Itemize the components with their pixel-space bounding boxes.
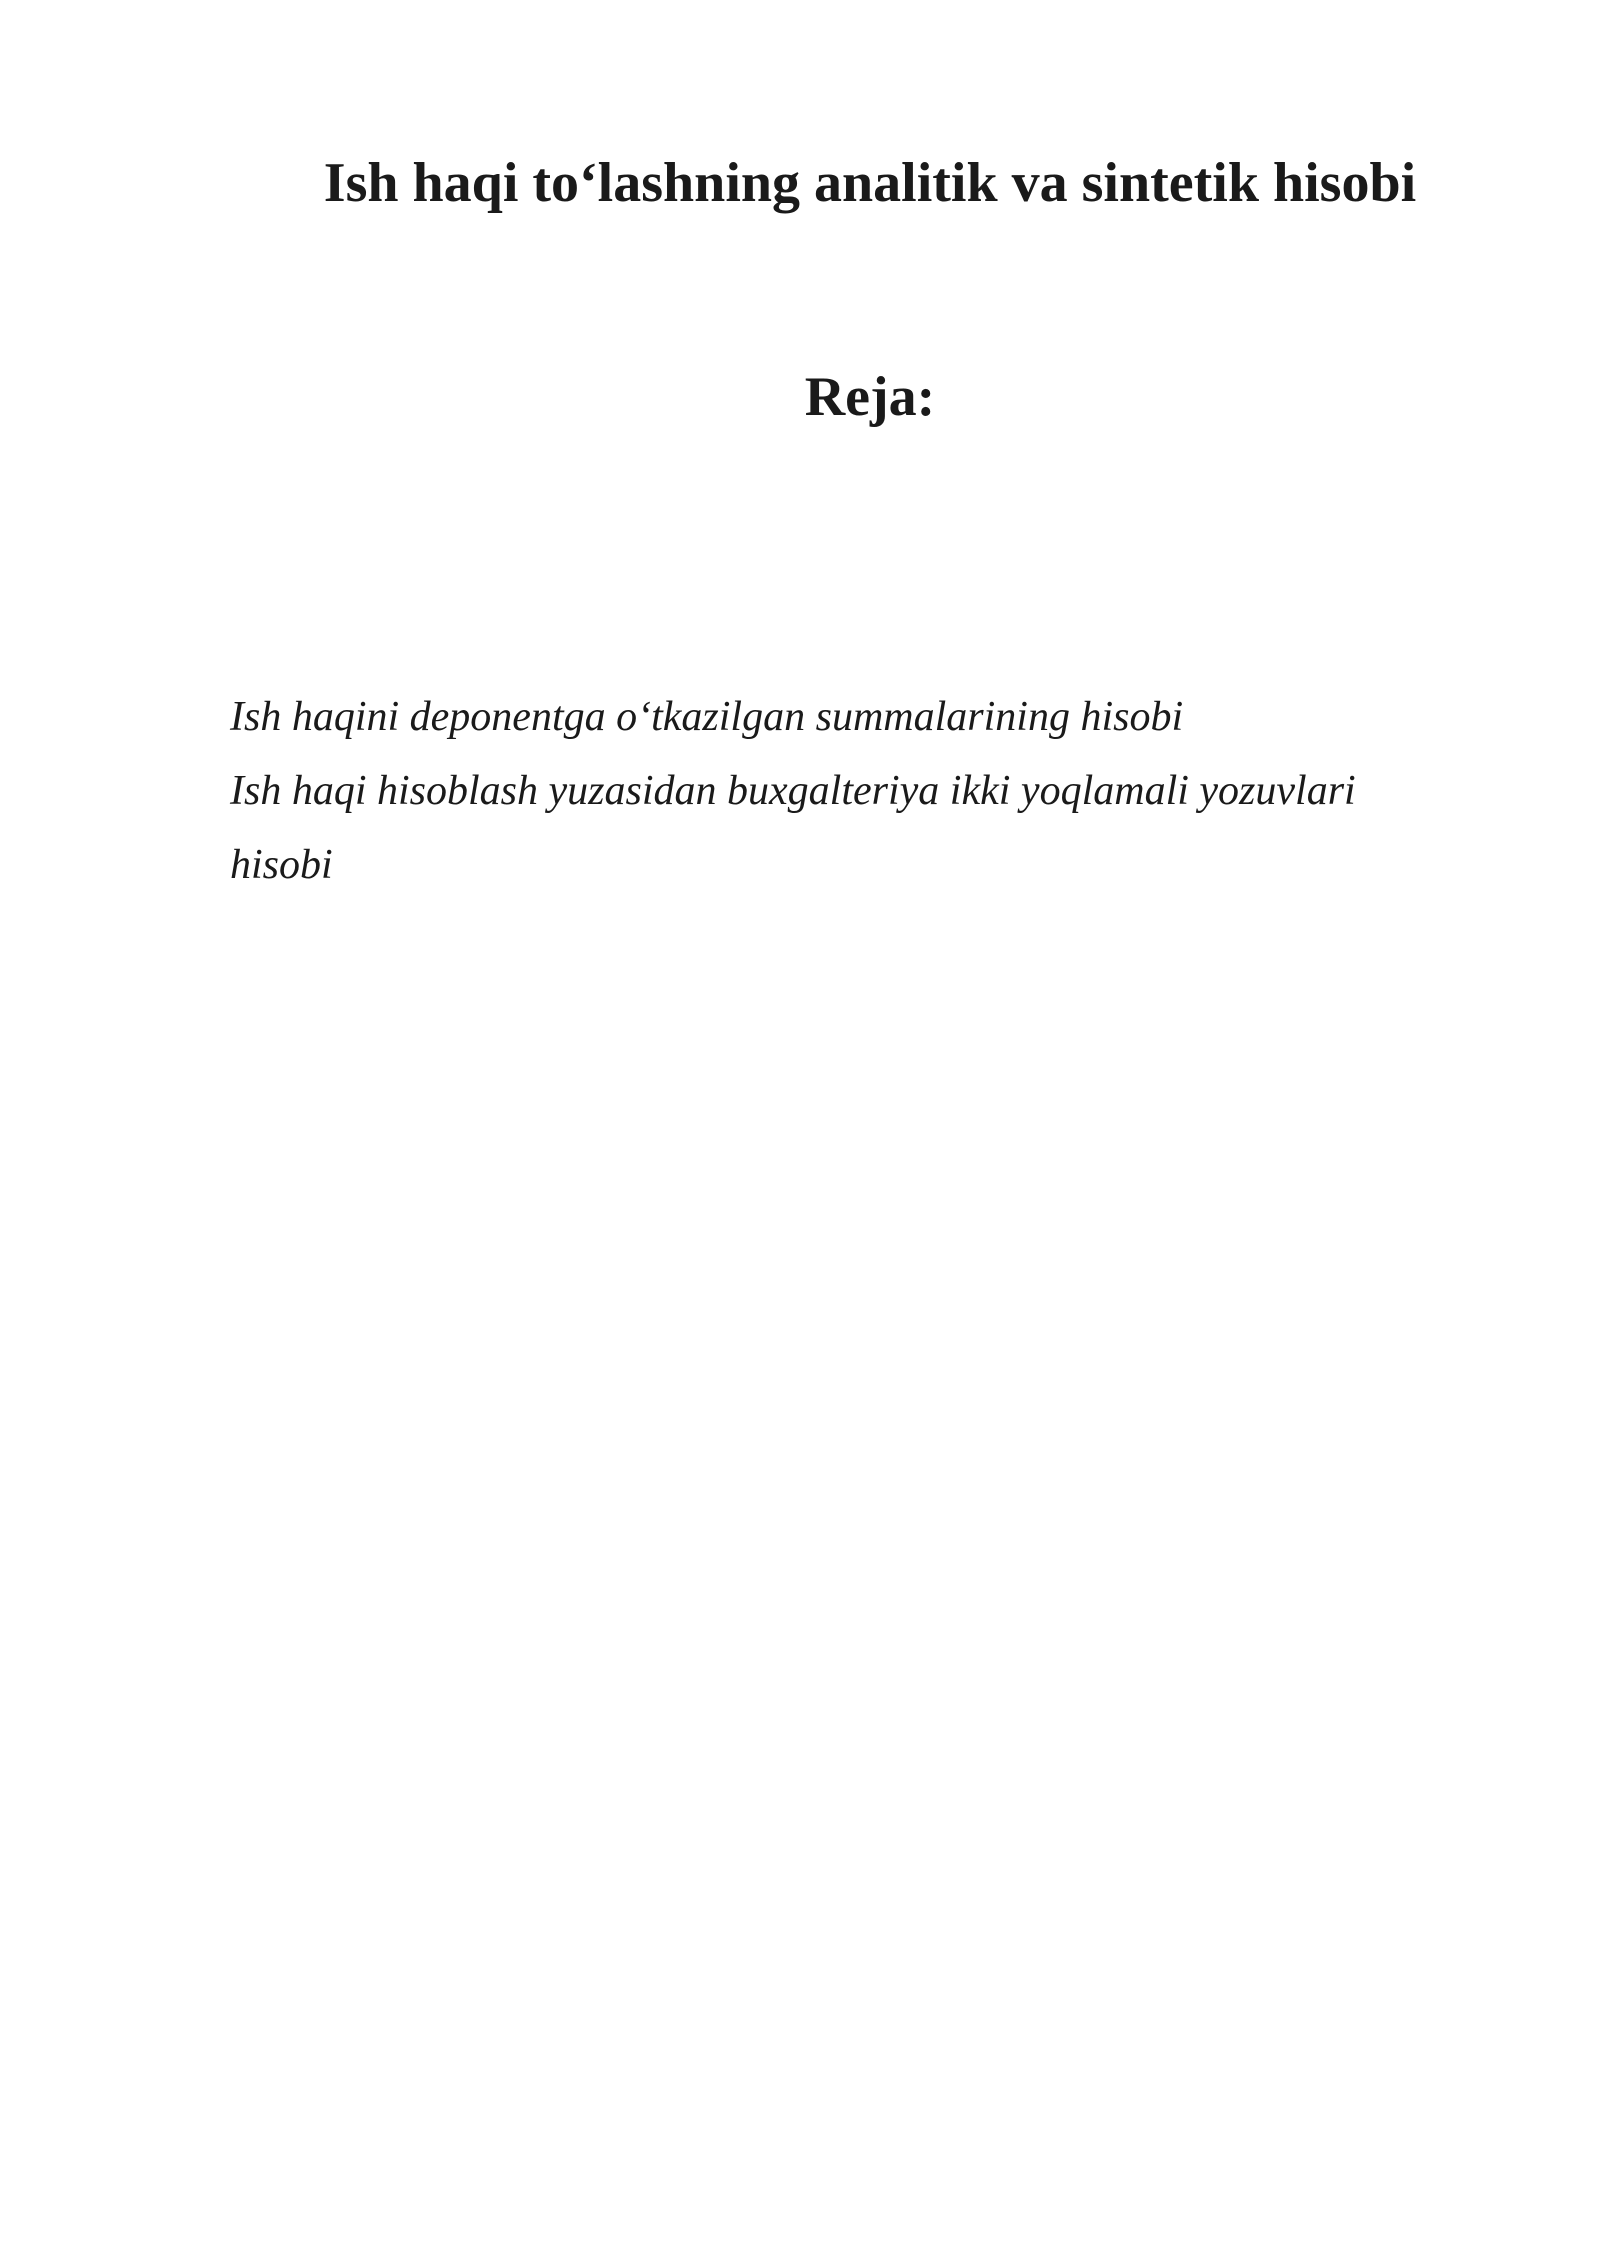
document-title: Ish haqi to‘lashning analitik va sintetik hisobi [323,152,1417,214]
plan-item: Ish haqini deponentga o‘tkazilgan summalarining hisobi [230,694,1184,740]
plan-item: Ish haqi hisoblash yuzasidan buxgalteriya ikki yoqlamali yozuvlari hisobi [230,768,1356,888]
plan-heading: Reja: [804,366,936,428]
plan-list [230,680,1450,902]
